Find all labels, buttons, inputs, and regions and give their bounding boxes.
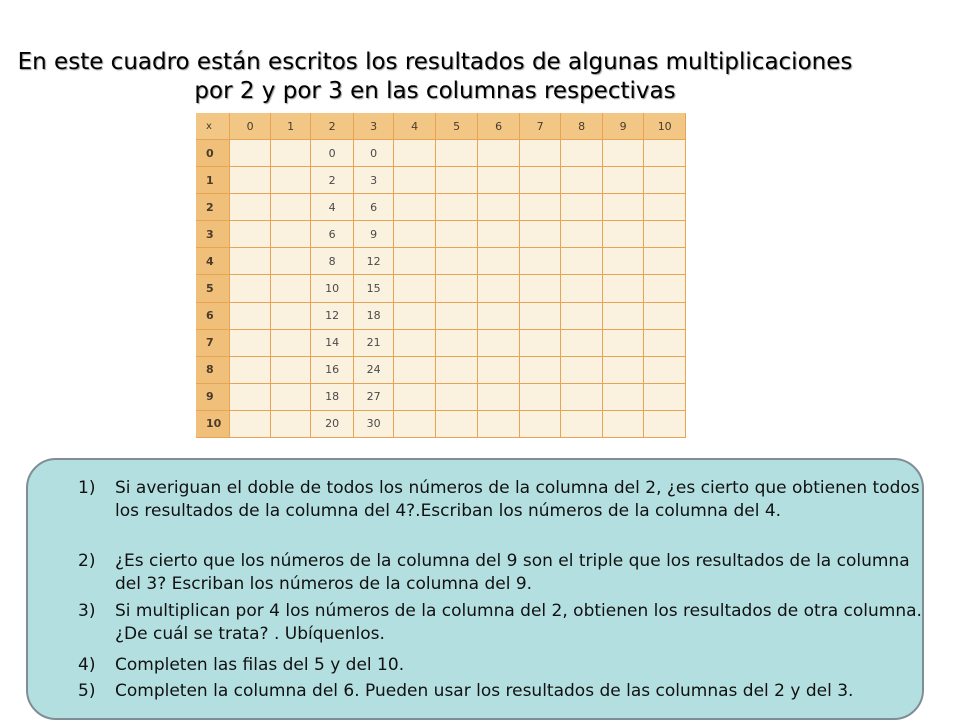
table-cell[interactable]: [561, 140, 603, 167]
table-cell[interactable]: [394, 194, 436, 221]
table-cell[interactable]: [603, 167, 645, 194]
table-cell: 9: [354, 221, 394, 248]
table-row: [196, 167, 686, 194]
column-header: 1: [271, 113, 311, 140]
row-header: 8: [196, 357, 230, 384]
row-header: 5: [196, 275, 230, 302]
table-cell[interactable]: [603, 194, 645, 221]
row-header: 6: [196, 303, 230, 330]
table-cell[interactable]: [520, 275, 562, 302]
table-cell: 18: [311, 384, 354, 411]
table-cell[interactable]: [271, 140, 311, 167]
row-header: 3: [196, 221, 230, 248]
table-cell[interactable]: [520, 248, 562, 275]
question-number: 2): [78, 551, 96, 571]
table-cell[interactable]: [520, 221, 562, 248]
table-row: [196, 303, 686, 330]
page-title: [0, 48, 870, 106]
table-row: [196, 275, 686, 302]
table-cell[interactable]: [478, 330, 520, 357]
column-header: 8: [561, 113, 603, 140]
table-row: [196, 411, 686, 438]
question-text: ¿Es cierto que los números de la columna del 9 son el triple que los resultados de la columna del 3? Escriban los números de la columna del 9.: [115, 551, 910, 594]
column-header: 10: [644, 113, 686, 140]
table-cell: 10: [311, 275, 354, 302]
table-row: [196, 330, 686, 357]
table-cell[interactable]: [271, 357, 311, 384]
table-row: [196, 221, 686, 248]
multiplication-grid: [196, 113, 686, 438]
table-cell[interactable]: [561, 411, 603, 438]
table-cell[interactable]: [478, 221, 520, 248]
row-header: 0: [196, 140, 230, 167]
table-cell[interactable]: [230, 357, 270, 384]
table-cell[interactable]: [603, 221, 645, 248]
table-cell[interactable]: [603, 248, 645, 275]
table-row: [196, 384, 686, 411]
table-cell[interactable]: [271, 167, 311, 194]
table-cell[interactable]: [436, 221, 479, 248]
table-cell[interactable]: [394, 411, 436, 438]
table-cell[interactable]: [520, 194, 562, 221]
table-cell[interactable]: [394, 248, 436, 275]
table-cell[interactable]: [561, 357, 603, 384]
table-cell[interactable]: [478, 248, 520, 275]
table-cell: 6: [311, 221, 354, 248]
table-cell: 24: [354, 357, 394, 384]
table-cell: 20: [311, 411, 354, 438]
question-text: Completen la columna del 6. Pueden usar los resultados de las columnas del 2 y del 3.: [115, 681, 854, 701]
table-cell[interactable]: [561, 221, 603, 248]
row-header: 7: [196, 330, 230, 357]
table-cell[interactable]: [561, 194, 603, 221]
corner-label: x: [196, 113, 230, 140]
column-header: 7: [520, 113, 562, 140]
table-cell: 3: [354, 167, 394, 194]
table-cell[interactable]: [520, 140, 562, 167]
table-cell: 8: [311, 248, 354, 275]
table-cell[interactable]: [478, 357, 520, 384]
table-cell[interactable]: [644, 275, 686, 302]
table-cell[interactable]: [561, 248, 603, 275]
table-cell[interactable]: [230, 384, 270, 411]
table-cell: 12: [354, 248, 394, 275]
table-cell[interactable]: [436, 303, 479, 330]
table-cell[interactable]: [644, 384, 686, 411]
table-cell[interactable]: [478, 140, 520, 167]
table-cell[interactable]: [230, 330, 270, 357]
row-header: 4: [196, 248, 230, 275]
table-cell[interactable]: [436, 167, 479, 194]
table-cell[interactable]: [603, 357, 645, 384]
table-cell[interactable]: [644, 194, 686, 221]
table-cell[interactable]: [561, 330, 603, 357]
table-row: [196, 357, 686, 384]
question-text: Si multiplican por 4 los números de la columna del 2, obtienen los resultados de otra columna. ¿De cuál se trata? . Ubíquenlos.: [115, 601, 922, 644]
header-row: [196, 113, 686, 140]
question-number: 4): [78, 655, 96, 675]
table-cell[interactable]: [561, 384, 603, 411]
question-number: 3): [78, 601, 96, 621]
row-header: 10: [196, 411, 230, 438]
table-cell[interactable]: [230, 275, 270, 302]
table-cell: 14: [311, 330, 354, 357]
table-cell[interactable]: [644, 248, 686, 275]
table-cell[interactable]: [436, 248, 479, 275]
question-5: [78, 680, 928, 703]
table-cell[interactable]: [436, 140, 479, 167]
table-cell[interactable]: [271, 303, 311, 330]
table-cell[interactable]: [478, 303, 520, 330]
table-cell[interactable]: [394, 357, 436, 384]
table-cell[interactable]: [603, 303, 645, 330]
questions-panel: [26, 458, 924, 720]
table-cell[interactable]: [436, 411, 479, 438]
table-cell: 0: [354, 140, 394, 167]
table-cell: 0: [311, 140, 354, 167]
column-header: 2: [311, 113, 354, 140]
table-cell: 16: [311, 357, 354, 384]
table-cell: 15: [354, 275, 394, 302]
table-cell[interactable]: [603, 384, 645, 411]
table-cell[interactable]: [230, 221, 270, 248]
column-header: 9: [603, 113, 645, 140]
table-row: [196, 248, 686, 275]
table-cell[interactable]: [436, 194, 479, 221]
question-number: 1): [78, 478, 96, 498]
table-cell[interactable]: [271, 248, 311, 275]
title-line-2: por 2 y por 3 en las columnas respectivas: [194, 78, 676, 104]
table-cell[interactable]: [644, 221, 686, 248]
table-cell[interactable]: [561, 275, 603, 302]
question-1: [78, 477, 928, 523]
row-header: 2: [196, 194, 230, 221]
table-cell: 21: [354, 330, 394, 357]
table-cell[interactable]: [394, 167, 436, 194]
question-text: Si averiguan el doble de todos los números de la columna del 2, ¿es cierto que obtienen todos los resultados de la columna del 4?.Escriban los números de la columna del 4.: [115, 478, 920, 521]
table-cell[interactable]: [478, 384, 520, 411]
table-cell[interactable]: [644, 140, 686, 167]
table-cell: 4: [311, 194, 354, 221]
table-cell[interactable]: [603, 411, 645, 438]
table-cell[interactable]: [520, 330, 562, 357]
question-2: [78, 550, 928, 596]
table-cell[interactable]: [603, 330, 645, 357]
table-cell[interactable]: [478, 194, 520, 221]
question-text: Completen las filas del 5 y del 10.: [115, 655, 405, 675]
table-cell[interactable]: [271, 194, 311, 221]
table-cell[interactable]: [603, 275, 645, 302]
table-cell[interactable]: [436, 275, 479, 302]
table-cell[interactable]: [271, 330, 311, 357]
table-cell[interactable]: [230, 194, 270, 221]
table-cell[interactable]: [394, 140, 436, 167]
table-cell[interactable]: [230, 411, 270, 438]
row-header: 1: [196, 167, 230, 194]
table-cell[interactable]: [394, 384, 436, 411]
table-cell[interactable]: [394, 330, 436, 357]
table-cell[interactable]: [520, 167, 562, 194]
column-header: 4: [394, 113, 436, 140]
table-cell[interactable]: [520, 384, 562, 411]
table-cell: 30: [354, 411, 394, 438]
table-cell[interactable]: [644, 330, 686, 357]
table-cell[interactable]: [561, 167, 603, 194]
table-cell[interactable]: [520, 411, 562, 438]
question-4: [78, 654, 928, 677]
table-cell[interactable]: [230, 303, 270, 330]
table-row: [196, 140, 686, 167]
table-cell: 27: [354, 384, 394, 411]
table-cell[interactable]: [230, 167, 270, 194]
column-header: 6: [478, 113, 520, 140]
table-cell[interactable]: [478, 167, 520, 194]
table-cell[interactable]: [478, 275, 520, 302]
table-row: [196, 194, 686, 221]
table-cell[interactable]: [603, 140, 645, 167]
table-cell[interactable]: [644, 411, 686, 438]
row-header: 9: [196, 384, 230, 411]
table-cell[interactable]: [436, 357, 479, 384]
table-cell[interactable]: [520, 357, 562, 384]
table-cell[interactable]: [644, 357, 686, 384]
question-number: 5): [78, 681, 96, 701]
table-cell: 2: [311, 167, 354, 194]
table-cell: 12: [311, 303, 354, 330]
table-cell[interactable]: [230, 140, 270, 167]
table-cell[interactable]: [394, 303, 436, 330]
table-cell[interactable]: [394, 275, 436, 302]
table-cell[interactable]: [644, 303, 686, 330]
table-cell[interactable]: [478, 411, 520, 438]
multiplication-table: [196, 113, 686, 438]
table-cell: 6: [354, 194, 394, 221]
table-cell[interactable]: [271, 275, 311, 302]
column-header: 5: [436, 113, 479, 140]
table-cell[interactable]: [520, 303, 562, 330]
table-cell[interactable]: [436, 384, 479, 411]
column-header: 0: [230, 113, 270, 140]
question-3: [78, 600, 928, 646]
table-cell[interactable]: [436, 330, 479, 357]
table-cell[interactable]: [394, 221, 436, 248]
table-cell: 18: [354, 303, 394, 330]
table-cell[interactable]: [644, 167, 686, 194]
table-cell[interactable]: [561, 303, 603, 330]
table-cell[interactable]: [271, 221, 311, 248]
table-cell[interactable]: [271, 411, 311, 438]
column-header: 3: [354, 113, 394, 140]
table-cell[interactable]: [230, 248, 270, 275]
table-cell[interactable]: [271, 384, 311, 411]
title-line-1: En este cuadro están escritos los resultados de algunas multiplicaciones: [17, 49, 853, 75]
